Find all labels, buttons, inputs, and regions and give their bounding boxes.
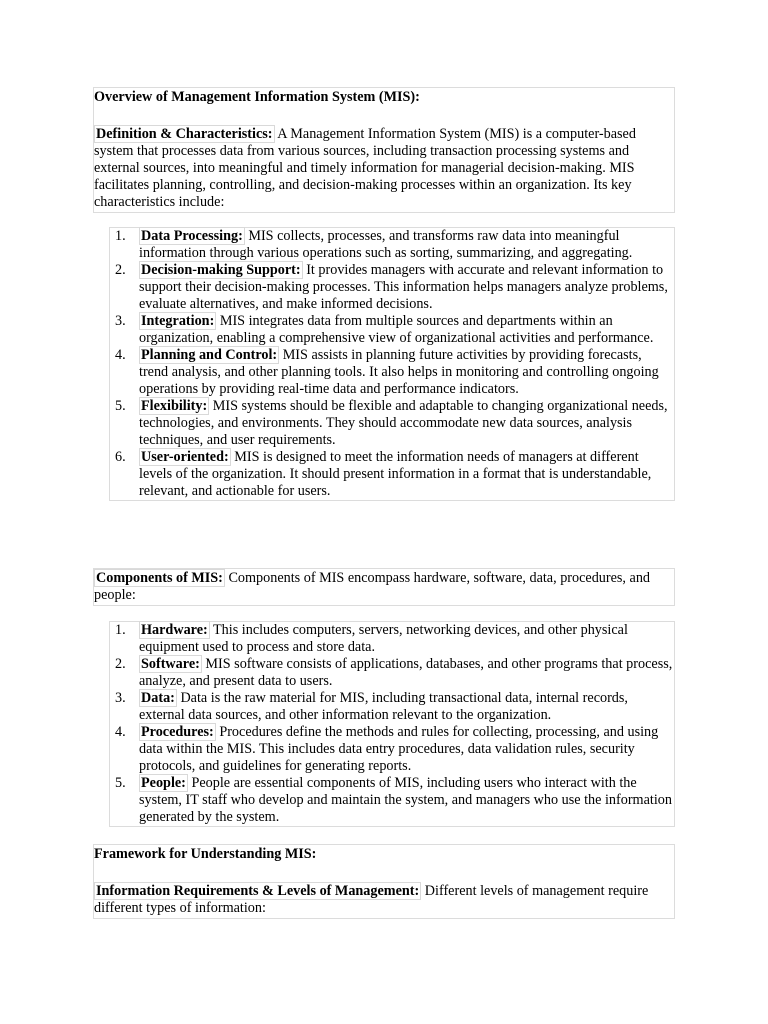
list-item: 1. Hardware: This includes computers, servers, networking devices, and other physical equipment used to process and store data.: [115, 622, 628, 655]
definition-label: Definition & Characteristics:: [96, 126, 273, 142]
list-item: 4. Planning and Control: MIS assists in planning future activities by providing forecasts, trend analysis, and other planning tools. It also helps in monitoring and controlling ongoing operations by providing real-time data and performance indicators.: [115, 347, 659, 397]
list-item: 2. Decision-making Support: It provides managers with accurate and relevant information to support their decision-making processes. This information helps managers analyze problems, evaluate alternatives, and make informed decisions.: [115, 262, 668, 312]
list-item: 5. Flexibility: MIS systems should be flexible and adaptable to changing organizational needs, technologies, and environments. They should accommodate new data sources, analysis techniques, and user requirements.: [115, 398, 668, 448]
characteristics-list: [109, 227, 675, 501]
list-item: 5. People: People are essential components of MIS, including users who interact with the system, IT staff who develop and maintain the system, and managers who use the information generated by the system.: [115, 775, 672, 825]
list-item: 1. Data Processing: MIS collects, processes, and transforms raw data into meaningful information through various operations such as sorting, summarizing, and aggregating.: [115, 228, 633, 261]
components-list: [109, 621, 675, 827]
definition-text: A Management Information System (MIS) is a computer-based system that processes data from various sources, including transaction processing systems and external sources, into meaningful and timely information for managerial decision-making. MIS facilitates planning, controlling, and decision-making processes within an organization. Its key characteristics include:: [94, 126, 636, 210]
components-label: Components of MIS:: [96, 570, 223, 586]
framework-heading: Framework for Understanding MIS:: [94, 846, 317, 862]
components-section: [93, 568, 675, 606]
list-item: 4. Procedures: Procedures define the methods and rules for collecting, processing, and using data within the MIS. This includes data entry procedures, data validation rules, security protocols, and guidelines for generating reports.: [115, 724, 659, 774]
list-item: 3. Data: Data is the raw material for MIS, including transactional data, internal records, external data sources, and other information relevant to the organization.: [115, 690, 628, 723]
framework-section: [93, 844, 675, 919]
list-item: 2. Software: MIS software consists of applications, databases, and other programs that process, analyze, and present data to users.: [115, 656, 673, 689]
info-requirements-paragraph: Information Requirements & Levels of Management: Different levels of management require different types of information:: [94, 883, 649, 916]
overview-heading: Overview of Management Information System (MIS):: [94, 89, 420, 105]
overview-section: [93, 87, 675, 213]
info-requirements-label: Information Requirements & Levels of Management:: [96, 883, 420, 899]
components-paragraph: Components of MIS: Components of MIS encompass hardware, software, data, procedures, and people:: [94, 570, 651, 603]
list-item: 3. Integration: MIS integrates data from multiple sources and departments within an organization, enabling a comprehensive view of organizational activities and performance.: [115, 313, 654, 346]
definition-paragraph: [94, 125, 674, 212]
list-item: 6. User-oriented: MIS is designed to meet the information needs of managers at different levels of the organization. It should present information in a format that is understandable, relevant, and actionable for users.: [115, 449, 652, 499]
